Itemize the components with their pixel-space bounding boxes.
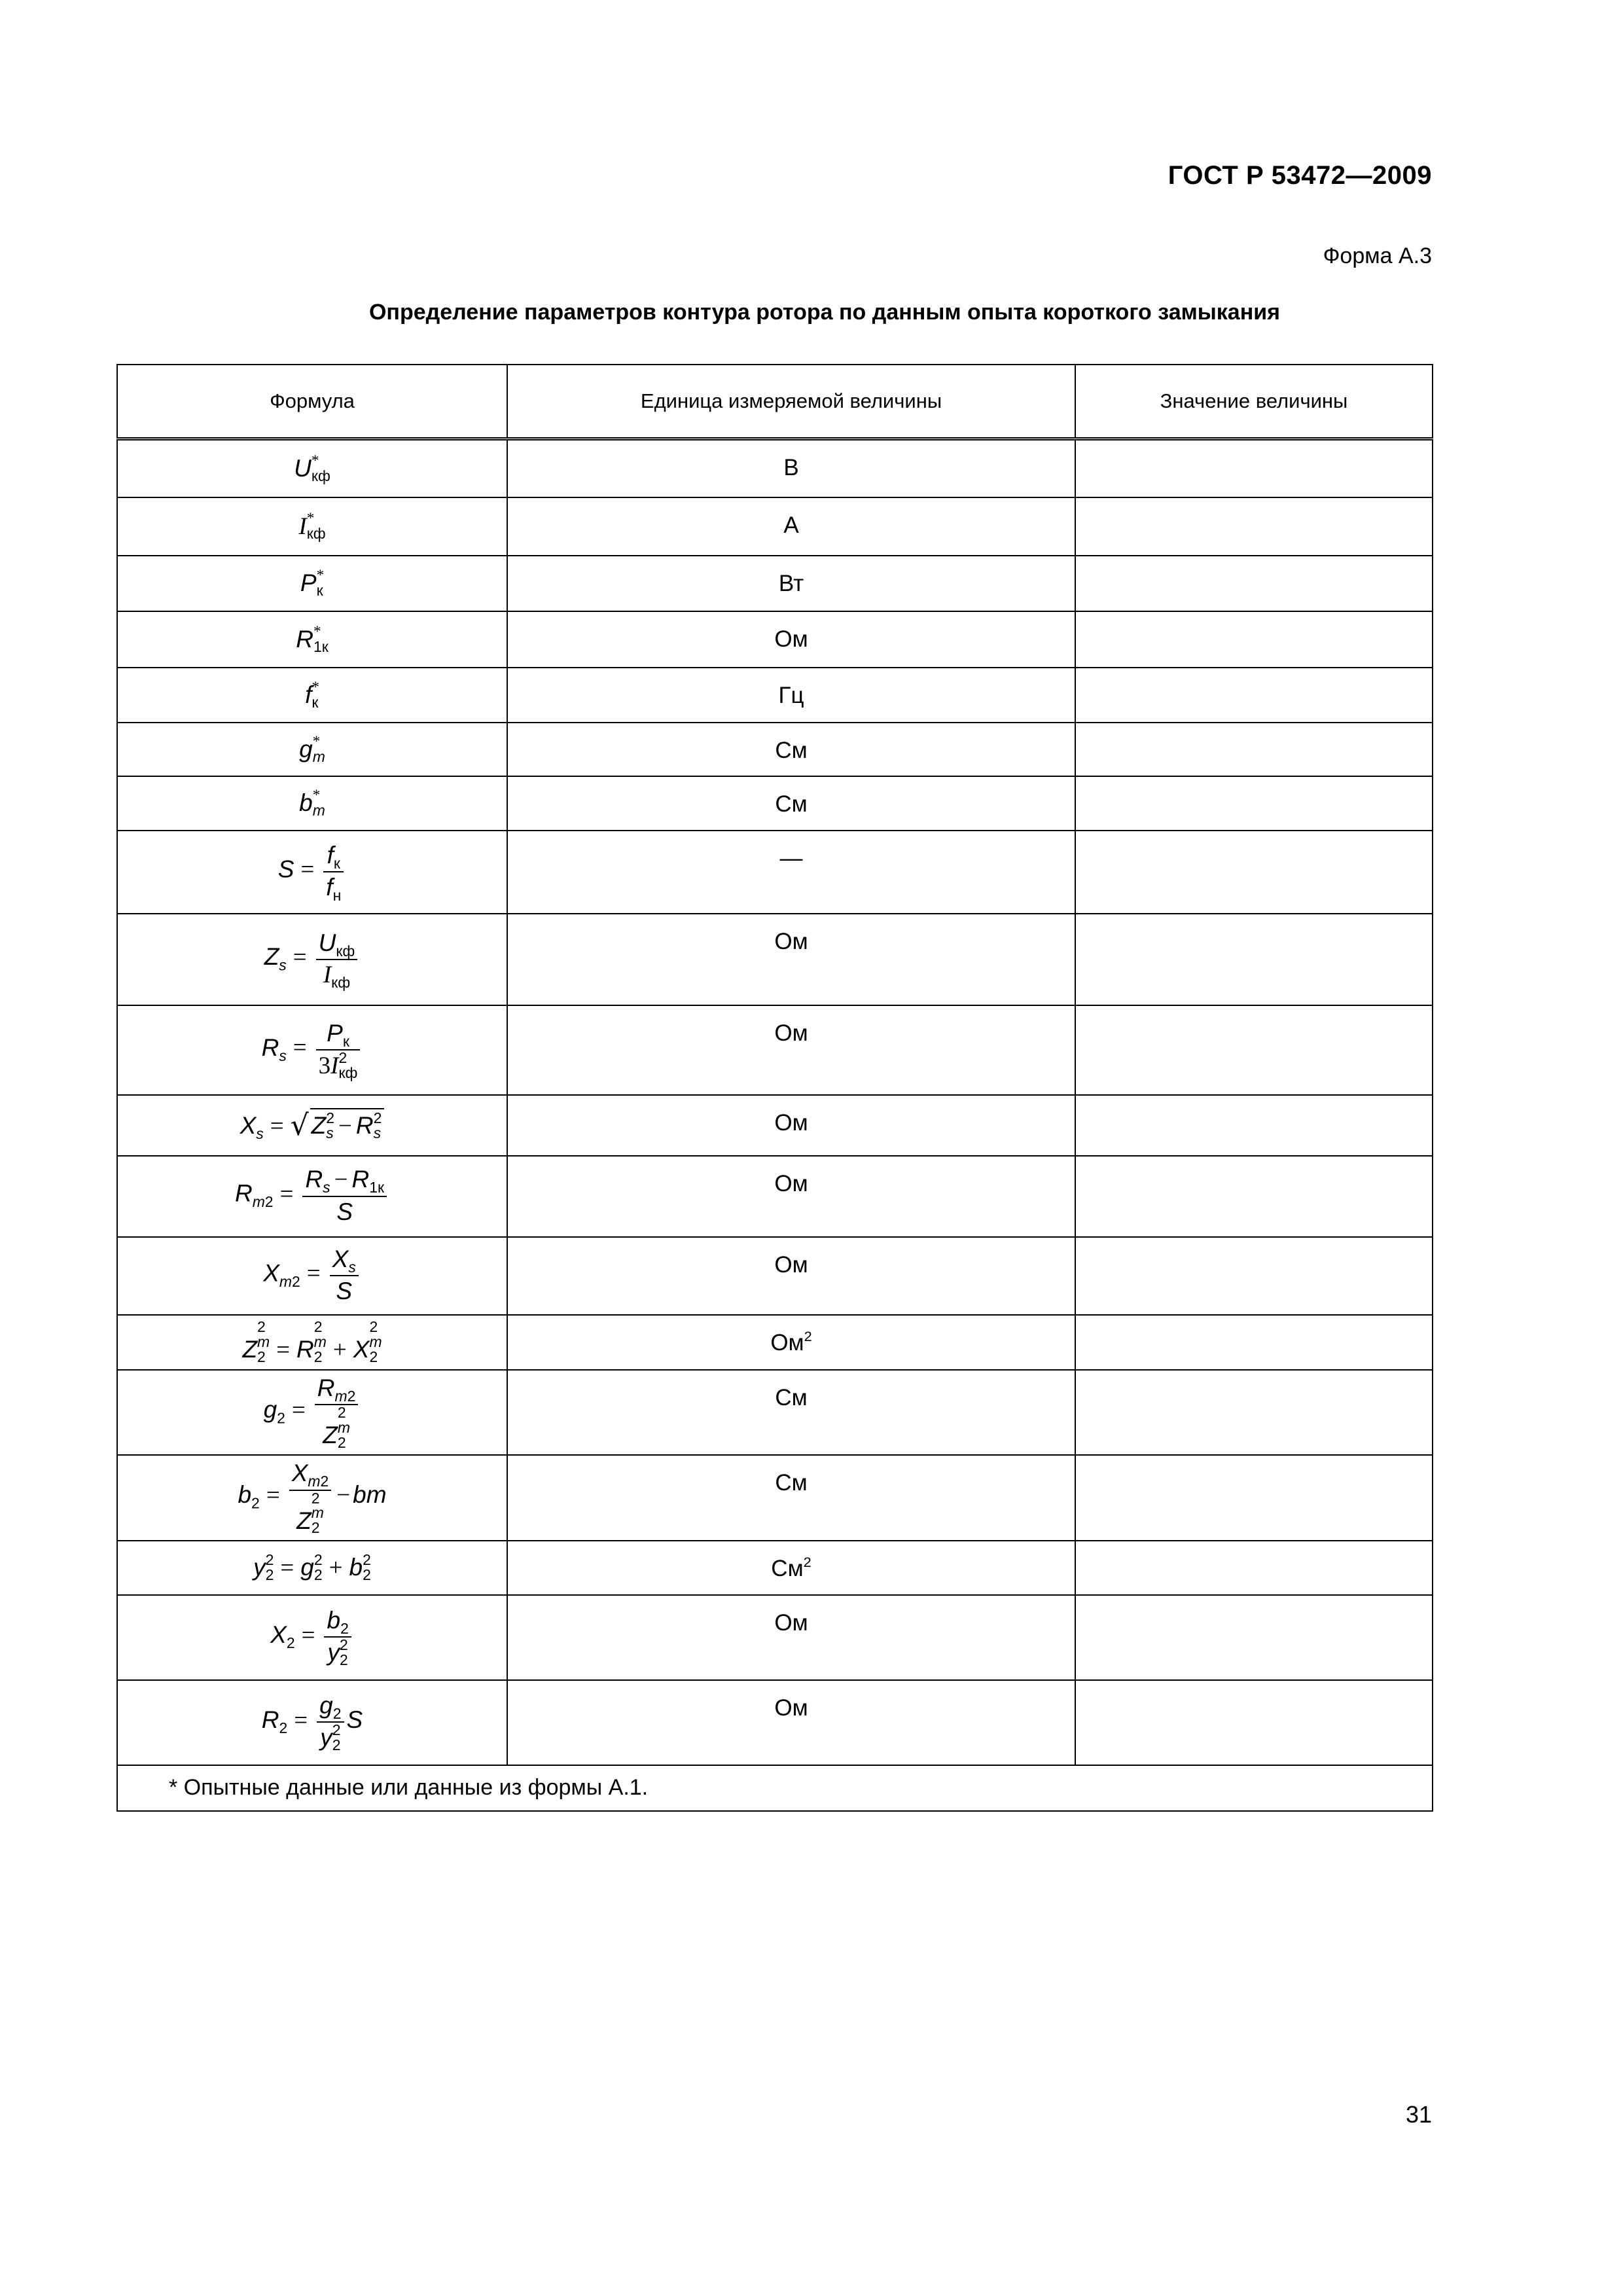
formula-cell: $Z_s$ = $\frac{U_{кф}}{I_{кф}}$: [117, 914, 507, 1005]
parameters-table: [116, 364, 1433, 1812]
formula-cell: $g_2$ = $R_{m2}$ Z 2 m 2: [117, 1370, 507, 1455]
value-cell[interactable]: [1075, 1237, 1433, 1315]
unit-cell: См: [507, 1455, 1075, 1541]
form-title: Определение параметров контура ротора по данным опыта короткого замыкания: [368, 300, 1280, 325]
table-row: [117, 1541, 1433, 1595]
value-cell[interactable]: [1075, 1680, 1433, 1765]
table-row: [117, 914, 1433, 1005]
footnote-row: [117, 1765, 1433, 1811]
formula-cell: $X_2$ = $b_2$ y 2 2: [117, 1595, 507, 1680]
unit-cell: См: [507, 776, 1075, 831]
form-label: Форма А.3: [1323, 243, 1432, 268]
value-cell[interactable]: [1075, 556, 1433, 611]
unit-cell: Гц: [507, 668, 1075, 723]
value-cell[interactable]: [1075, 831, 1433, 914]
formula-cell: b * m: [117, 776, 507, 831]
column-header-formula: Формула: [117, 365, 507, 439]
unit-cell: Вт: [507, 556, 1075, 611]
value-cell[interactable]: [1075, 497, 1433, 556]
value-cell[interactable]: [1075, 776, 1433, 831]
unit-cell: Ом: [507, 1237, 1075, 1315]
document-code: ГОСТ Р 53472—2009: [1168, 161, 1432, 190]
value-cell[interactable]: [1075, 439, 1433, 497]
formula-cell: I * кф: [117, 497, 507, 556]
footnote: * Опытные данные или данные из формы А.1.: [117, 1765, 1433, 1811]
formula-cell: R * 1к: [117, 611, 507, 668]
table-row: [117, 497, 1433, 556]
unit-cell: См: [507, 723, 1075, 776]
value-cell[interactable]: [1075, 1156, 1433, 1237]
unit-cell: [507, 1541, 1075, 1595]
unit-exponent: 2: [804, 1327, 812, 1344]
value-cell[interactable]: [1075, 1095, 1433, 1156]
formula-cell: $R_{m2}$ = $\frac{R_s - R_{1к}}{S}$: [117, 1156, 507, 1237]
formula-cell: $R_s$ = $P_к$ 3I 2 кф: [117, 1005, 507, 1095]
table-row: [117, 439, 1433, 497]
unit-cell: Ом: [507, 1156, 1075, 1237]
table-row: [117, 1595, 1433, 1680]
value-cell[interactable]: [1075, 1005, 1433, 1095]
unit-cell: —: [507, 831, 1075, 914]
table-row: [117, 723, 1433, 776]
unit-cell: Ом: [507, 914, 1075, 1005]
value-cell[interactable]: [1075, 1455, 1433, 1541]
table-header-row: [117, 365, 1433, 439]
unit-cell: Ом: [507, 611, 1075, 668]
value-cell[interactable]: [1075, 914, 1433, 1005]
table-row: [117, 1005, 1433, 1095]
table-row: [117, 1237, 1433, 1315]
unit-cell: А: [507, 497, 1075, 556]
value-cell[interactable]: [1075, 1315, 1433, 1370]
unit-cell: В: [507, 439, 1075, 497]
formula-cell: U * кф: [117, 439, 507, 497]
table-row: [117, 556, 1433, 611]
table-row: [117, 1095, 1433, 1156]
table-row: [117, 1680, 1433, 1765]
page-number: 31: [1405, 2101, 1432, 2128]
column-header-unit: Единица измеряемой величины: [507, 365, 1075, 439]
table-row: [117, 831, 1433, 914]
formula-cell: y 2 2 = g 2 2 + b 2 2: [117, 1541, 507, 1595]
value-cell[interactable]: [1075, 1595, 1433, 1680]
table-row: [117, 611, 1433, 668]
formula-cell: Z 2 m 2 = R 2 m 2 + X 2 m 2: [117, 1315, 507, 1370]
formula-cell: f * к: [117, 668, 507, 723]
column-header-value: Значение величины: [1075, 365, 1433, 439]
unit-exponent: 2: [803, 1553, 812, 1570]
table-row: [117, 776, 1433, 831]
value-cell[interactable]: [1075, 668, 1433, 723]
value-cell[interactable]: [1075, 1541, 1433, 1595]
unit-text: Ом: [770, 1329, 804, 1355]
table-row: [117, 668, 1433, 723]
value-cell[interactable]: [1075, 723, 1433, 776]
value-cell[interactable]: [1075, 611, 1433, 668]
unit-cell: [507, 1315, 1075, 1370]
unit-cell: Ом: [507, 1095, 1075, 1156]
formula-cell: $R_2$ = $g_2$ y 2 2 S: [117, 1680, 507, 1765]
unit-cell: Ом: [507, 1595, 1075, 1680]
unit-cell: Ом: [507, 1005, 1075, 1095]
formula-cell: $X_{m2}$ = $\frac{X_s}{S}$: [117, 1237, 507, 1315]
unit-text: См: [771, 1555, 804, 1581]
table-row: [117, 1315, 1433, 1370]
formula-cell: P * к: [117, 556, 507, 611]
table-row: [117, 1455, 1433, 1541]
formula-cell: S = $\frac{f_к}{f_н}$: [117, 831, 507, 914]
formula-cell: $b_2$ = $X_{m2}$ Z 2 m 2 − bm: [117, 1455, 507, 1541]
value-cell[interactable]: [1075, 1370, 1433, 1455]
table-row: [117, 1156, 1433, 1237]
unit-cell: Ом: [507, 1680, 1075, 1765]
formula-cell: $X_s$ = √ Z 2 s − R 2 s: [117, 1095, 507, 1156]
table-row: [117, 1370, 1433, 1455]
formula-cell: g * m: [117, 723, 507, 776]
unit-cell: См: [507, 1370, 1075, 1455]
